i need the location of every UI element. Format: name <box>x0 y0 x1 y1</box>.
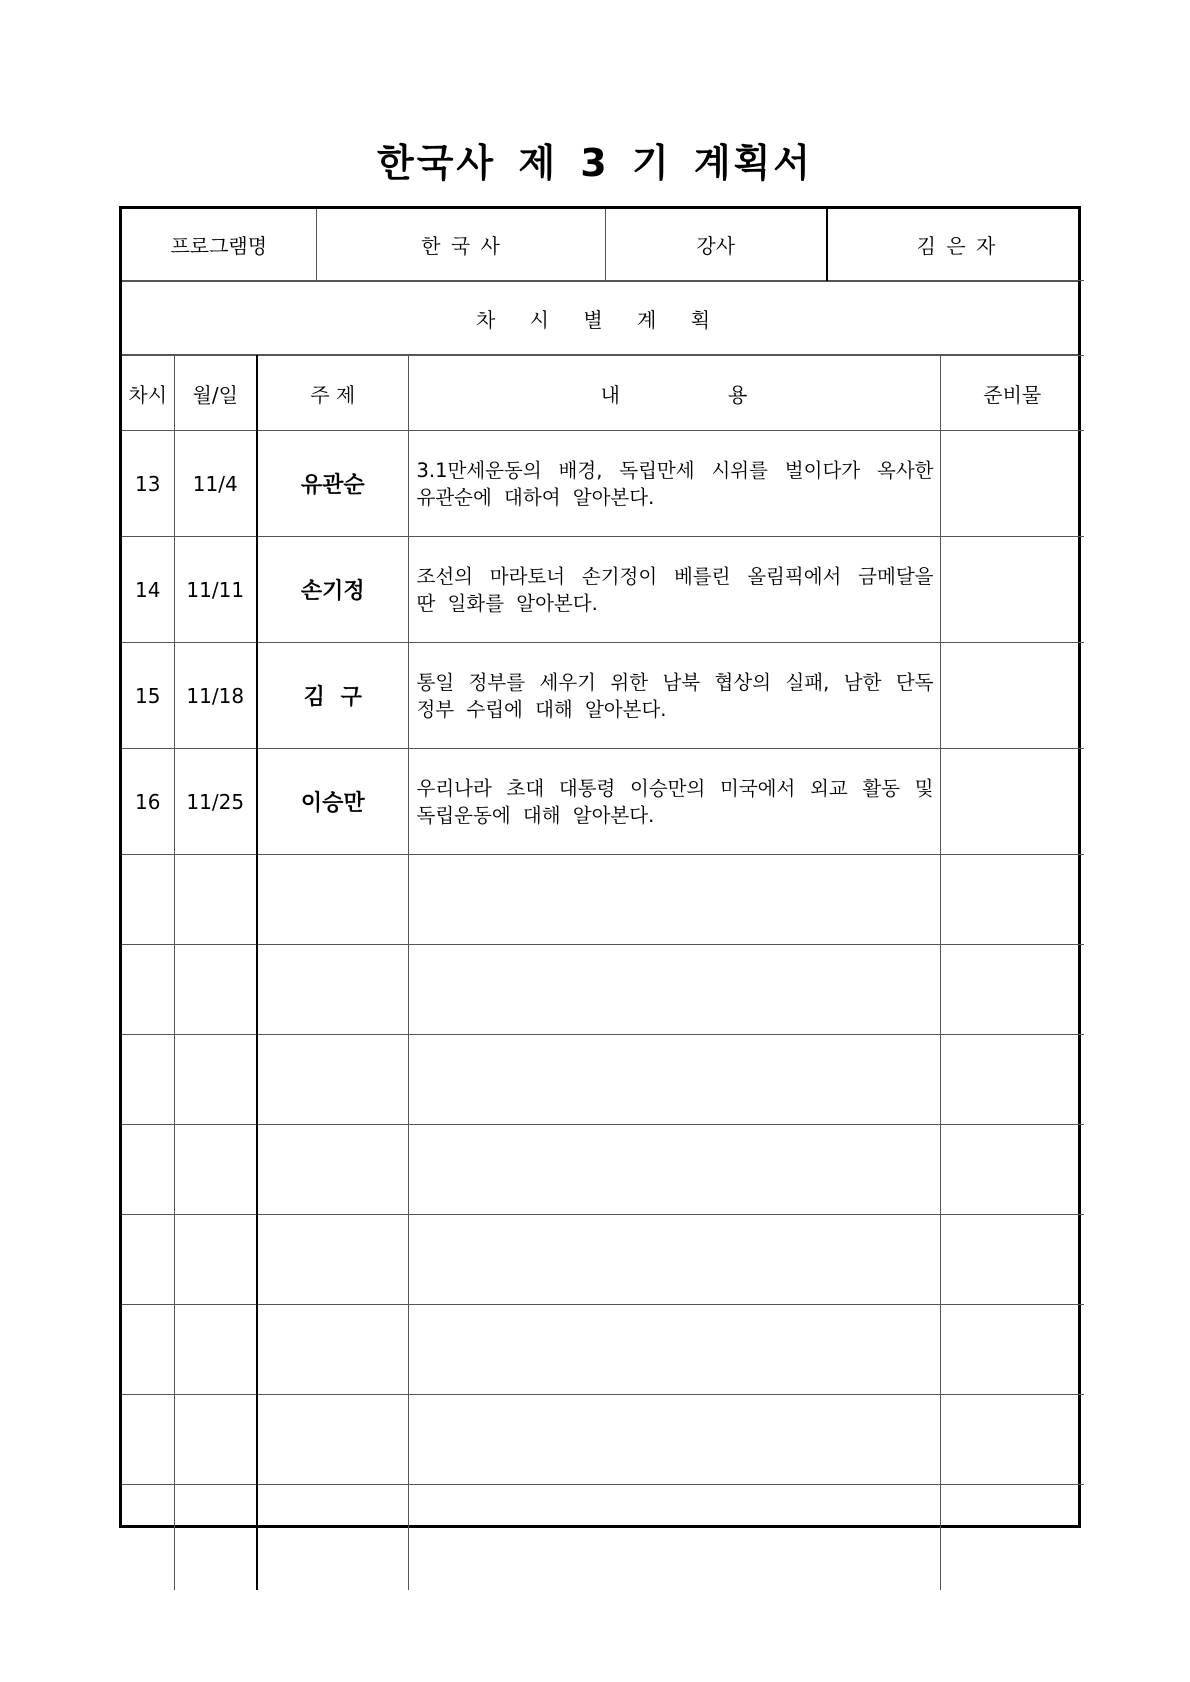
empty-row <box>122 1395 1084 1485</box>
content-cell: 3.1만세운동의 배경, 독립만세 시위를 벌이다가 옥사한 유관순에 대하여 알아본다. <box>408 431 940 537</box>
empty-row <box>122 945 1084 1035</box>
session-cell: 15 <box>122 643 174 749</box>
materials-cell <box>940 431 1084 537</box>
topic-cell: 김 구 <box>257 643 408 749</box>
info-table <box>122 209 1084 281</box>
date-cell: 11/11 <box>174 537 257 643</box>
content-cell: 우리나라 초대 대통령 이승만의 미국에서 외교 활동 및 독립운동에 대해 알아본다. <box>408 749 940 855</box>
content-header-a: 내 <box>600 382 620 407</box>
col-content-header <box>408 356 940 431</box>
content-header-b: 용 <box>728 382 748 407</box>
empty-row <box>122 1125 1084 1215</box>
session-cell: 14 <box>122 537 174 643</box>
instructor-value: 김 은 자 <box>827 209 1084 281</box>
topic-cell: 유관순 <box>257 431 408 537</box>
col-session-header: 차시 <box>122 356 174 431</box>
table-row <box>122 643 1084 749</box>
materials-cell <box>940 643 1084 749</box>
document-title: 한국사 제 3 기 계획서 <box>376 141 814 185</box>
session-cell: 16 <box>122 749 174 855</box>
topic-cell: 손기정 <box>257 537 408 643</box>
content-cell: 통일 정부를 세우기 위한 남북 협상의 실패, 남한 단독 정부 수립에 대해 알아본다. <box>408 643 940 749</box>
date-cell: 11/18 <box>174 643 257 749</box>
plan-sheet <box>119 206 1081 1528</box>
table-row <box>122 749 1084 855</box>
empty-row <box>122 1035 1084 1125</box>
topic-cell: 이승만 <box>257 749 408 855</box>
empty-row <box>122 1305 1084 1395</box>
section-header-table <box>122 281 1078 355</box>
empty-row <box>122 855 1084 945</box>
date-cell: 11/25 <box>174 749 257 855</box>
section-title: 차 시 별 계 획 <box>122 282 1078 355</box>
date-cell: 11/4 <box>174 431 257 537</box>
table-row <box>122 431 1084 537</box>
program-label: 프로그램명 <box>122 209 316 281</box>
materials-cell <box>940 537 1084 643</box>
session-plan-table <box>122 355 1084 1590</box>
program-value: 한 국 사 <box>316 209 605 281</box>
content-cell: 조선의 마라토너 손기정이 베를린 올림픽에서 금메달을 딴 일화를 알아본다. <box>408 537 940 643</box>
header-row <box>122 356 1084 431</box>
col-topic-header: 주 제 <box>257 356 408 431</box>
table-row <box>122 537 1084 643</box>
empty-row <box>122 1215 1084 1305</box>
col-materials-header: 준비물 <box>940 356 1084 431</box>
col-date-header: 월/일 <box>174 356 257 431</box>
materials-cell <box>940 749 1084 855</box>
instructor-label: 강사 <box>605 209 827 281</box>
empty-row <box>122 1485 1084 1591</box>
session-cell: 13 <box>122 431 174 537</box>
